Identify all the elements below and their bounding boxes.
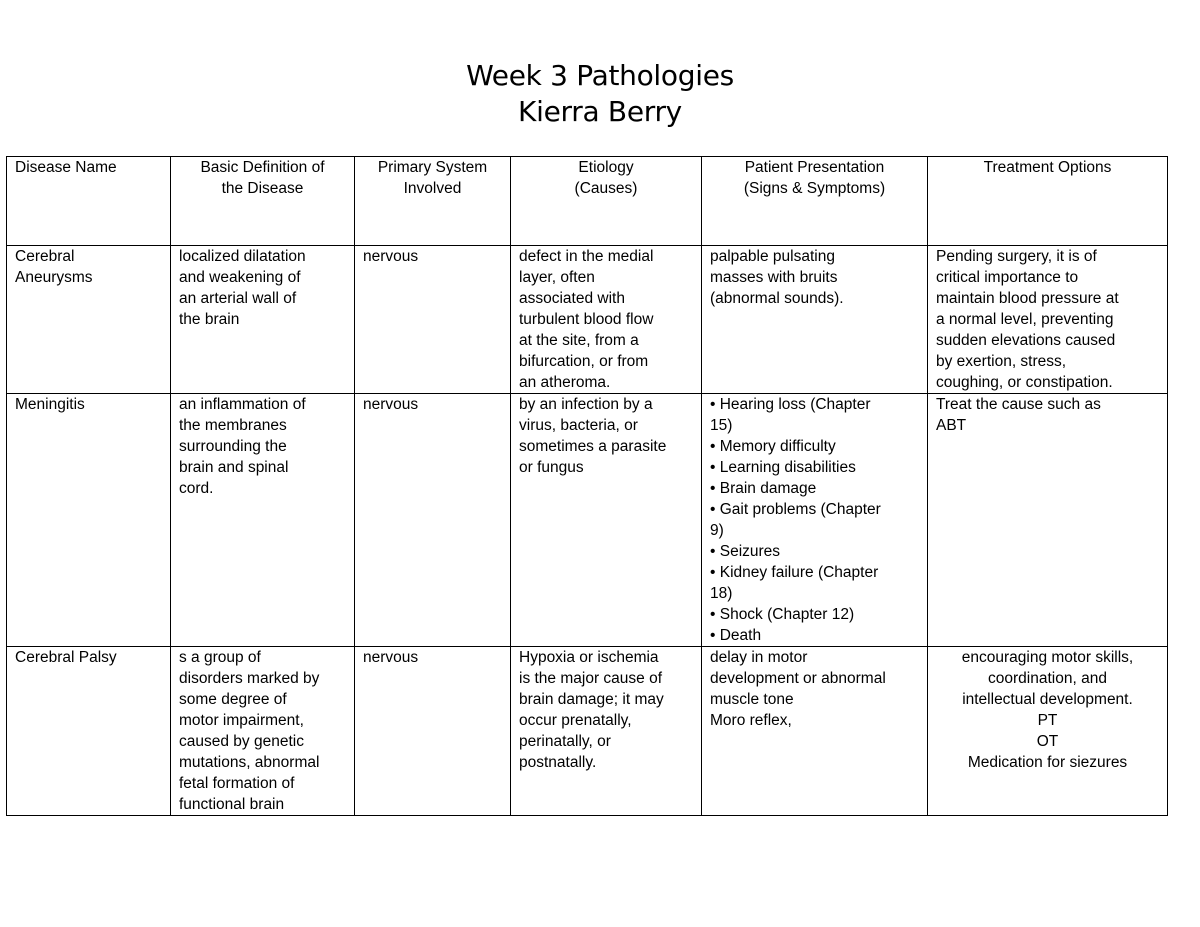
header-treatment-options: Treatment Options xyxy=(928,157,1168,246)
cell-presentation: palpable pulsating masses with bruits (abnormal sounds). xyxy=(702,246,928,394)
cell-etiology: defect in the medial layer, often associated with turbulent blood flow at the site, from a bifurcation, or from an atheroma. xyxy=(511,246,702,394)
cell-treatment: Treat the cause such as ABT xyxy=(928,394,1168,647)
cell-definition: s a group of disorders marked by some degree of motor impairment, caused by genetic mutations, abnormal fetal formation of functional brain xyxy=(171,647,355,816)
cell-presentation: delay in motor development or abnormal muscle tone Moro reflex, xyxy=(702,647,928,816)
cell-presentation: • Hearing loss (Chapter 15) • Memory difficulty • Learning disabilities • Brain damage • Gait problems (Chapter 9) • Seizures • Kidney failure (Chapter 18) • Shock (Chapter 12) • Death xyxy=(702,394,928,647)
cell-etiology: by an infection by a virus, bacteria, or sometimes a parasite or fungus xyxy=(511,394,702,647)
cell-primary-system: nervous xyxy=(355,394,511,647)
table-header-row xyxy=(7,157,1168,246)
cell-primary-system: nervous xyxy=(355,246,511,394)
header-disease-name: Disease Name xyxy=(7,157,171,246)
document-title-block xyxy=(0,58,1200,130)
cell-treatment: Pending surgery, it is of critical importance to maintain blood pressure at a normal level, preventing sudden elevations caused by exertion, stress, coughing, or constipation. xyxy=(928,246,1168,394)
document-title: Week 3 Pathologies xyxy=(466,59,734,92)
cell-primary-system: nervous xyxy=(355,647,511,816)
pathologies-table xyxy=(6,156,1168,816)
table-row xyxy=(7,246,1168,394)
header-patient-presentation: Patient Presentation (Signs & Symptoms) xyxy=(702,157,928,246)
cell-definition: an inflammation of the membranes surrounding the brain and spinal cord. xyxy=(171,394,355,647)
cell-treatment: encouraging motor skills, coordination, and intellectual development. PT OT Medication for siezures xyxy=(928,647,1168,816)
cell-disease-name: Cerebral Palsy xyxy=(7,647,171,816)
header-etiology: Etiology (Causes) xyxy=(511,157,702,246)
cell-disease-name: Cerebral Aneurysms xyxy=(7,246,171,394)
cell-etiology: Hypoxia or ischemia is the major cause of brain damage; it may occur prenatally, perinatally, or postnatally. xyxy=(511,647,702,816)
header-basic-definition: Basic Definition of the Disease xyxy=(171,157,355,246)
table-row xyxy=(7,394,1168,647)
table-row xyxy=(7,647,1168,816)
cell-disease-name: Meningitis xyxy=(7,394,171,647)
document-author: Kierra Berry xyxy=(518,95,682,128)
header-primary-system: Primary System Involved xyxy=(355,157,511,246)
cell-definition: localized dilatation and weakening of an arterial wall of the brain xyxy=(171,246,355,394)
